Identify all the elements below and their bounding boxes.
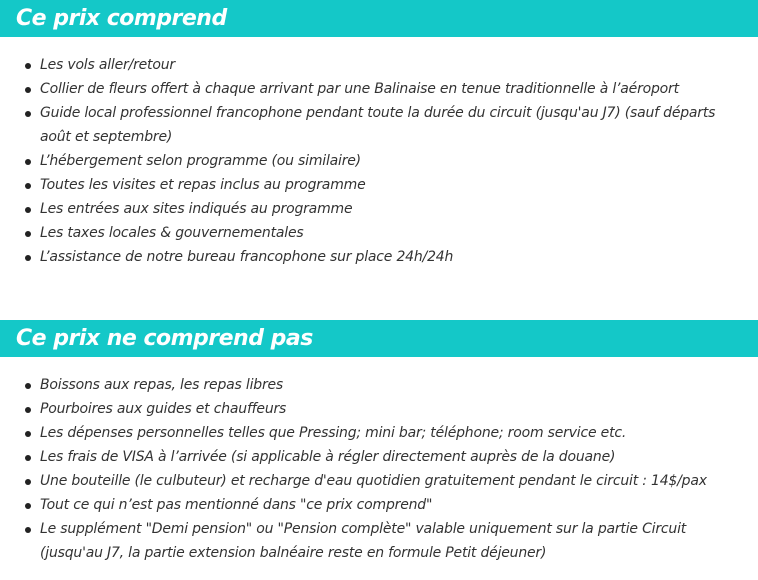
- excluded-list: [0, 373, 758, 565]
- list-item-text: Guide local professionnel francophone pendant toute la durée du circuit (jusqu'au J7) (sauf départs août et septembre): [40, 105, 716, 145]
- list-item-text: Pourboires aux guides et chauffeurs: [40, 401, 287, 417]
- bullet-icon: [25, 527, 31, 533]
- bullet-icon: [25, 63, 31, 69]
- bullet-icon: [25, 431, 31, 437]
- list-item: [0, 77, 758, 101]
- list-item-text: Les dépenses personnelles telles que Pressing; mini bar; téléphone; room service etc.: [40, 425, 627, 441]
- bullet-icon: [25, 255, 31, 261]
- list-item: [0, 221, 758, 245]
- list-item-text: Tout ce qui n’est pas mentionné dans "ce prix comprend": [40, 497, 433, 513]
- bullet-icon: [25, 455, 31, 461]
- list-item: [0, 493, 758, 517]
- bullet-icon: [25, 407, 31, 413]
- bullet-icon: [25, 111, 31, 117]
- list-item: [0, 397, 758, 421]
- list-item-text: Les taxes locales & gouvernementales: [40, 225, 304, 241]
- list-item-text: Toutes les visites et repas inclus au programme: [40, 177, 366, 193]
- list-item-text: Une bouteille (le culbuteur) et recharge d'eau quotidien gratuitement pendant le circuit : 14$/pax: [40, 473, 707, 489]
- list-item: [0, 245, 758, 269]
- list-item: [0, 517, 758, 565]
- list-item-text: Le supplément "Demi pension" ou "Pension complète" valable uniquement sur la partie Circuit (jusqu'au J7, la partie extension balnéaire reste en formule Petit déjeuner): [40, 521, 687, 561]
- list-item-text: L’hébergement selon programme (ou similaire): [40, 153, 361, 169]
- list-item: [0, 373, 758, 397]
- included-list: [0, 53, 758, 269]
- bullet-icon: [25, 231, 31, 237]
- list-item: [0, 197, 758, 221]
- bullet-icon: [25, 159, 31, 165]
- list-item: [0, 469, 758, 493]
- list-item-text: L’assistance de notre bureau francophone sur place 24h/24h: [40, 249, 454, 265]
- list-item: [0, 53, 758, 77]
- list-item-text: Les entrées aux sites indiqués au programme: [40, 201, 353, 217]
- excluded-section-title: Ce prix ne comprend pas: [0, 320, 758, 357]
- list-item: [0, 421, 758, 445]
- list-item-text: Boissons aux repas, les repas libres: [40, 377, 284, 393]
- list-item-text: Collier de fleurs offert à chaque arrivant par une Balinaise en tenue traditionnelle à l’aéroport: [40, 81, 679, 97]
- list-item-text: Les frais de VISA à l’arrivée (si applicable à régler directement auprès de la douane): [40, 449, 616, 465]
- bullet-icon: [25, 383, 31, 389]
- section-spacer: [0, 269, 758, 320]
- list-item-text: Les vols aller/retour: [40, 57, 175, 73]
- included-section-title: Ce prix comprend: [0, 0, 758, 37]
- bullet-icon: [25, 503, 31, 509]
- bullet-icon: [25, 479, 31, 485]
- list-item: [0, 445, 758, 469]
- bullet-icon: [25, 183, 31, 189]
- list-item: [0, 149, 758, 173]
- bullet-icon: [25, 207, 31, 213]
- bullet-icon: [25, 87, 31, 93]
- list-item: [0, 173, 758, 197]
- list-item: [0, 101, 758, 149]
